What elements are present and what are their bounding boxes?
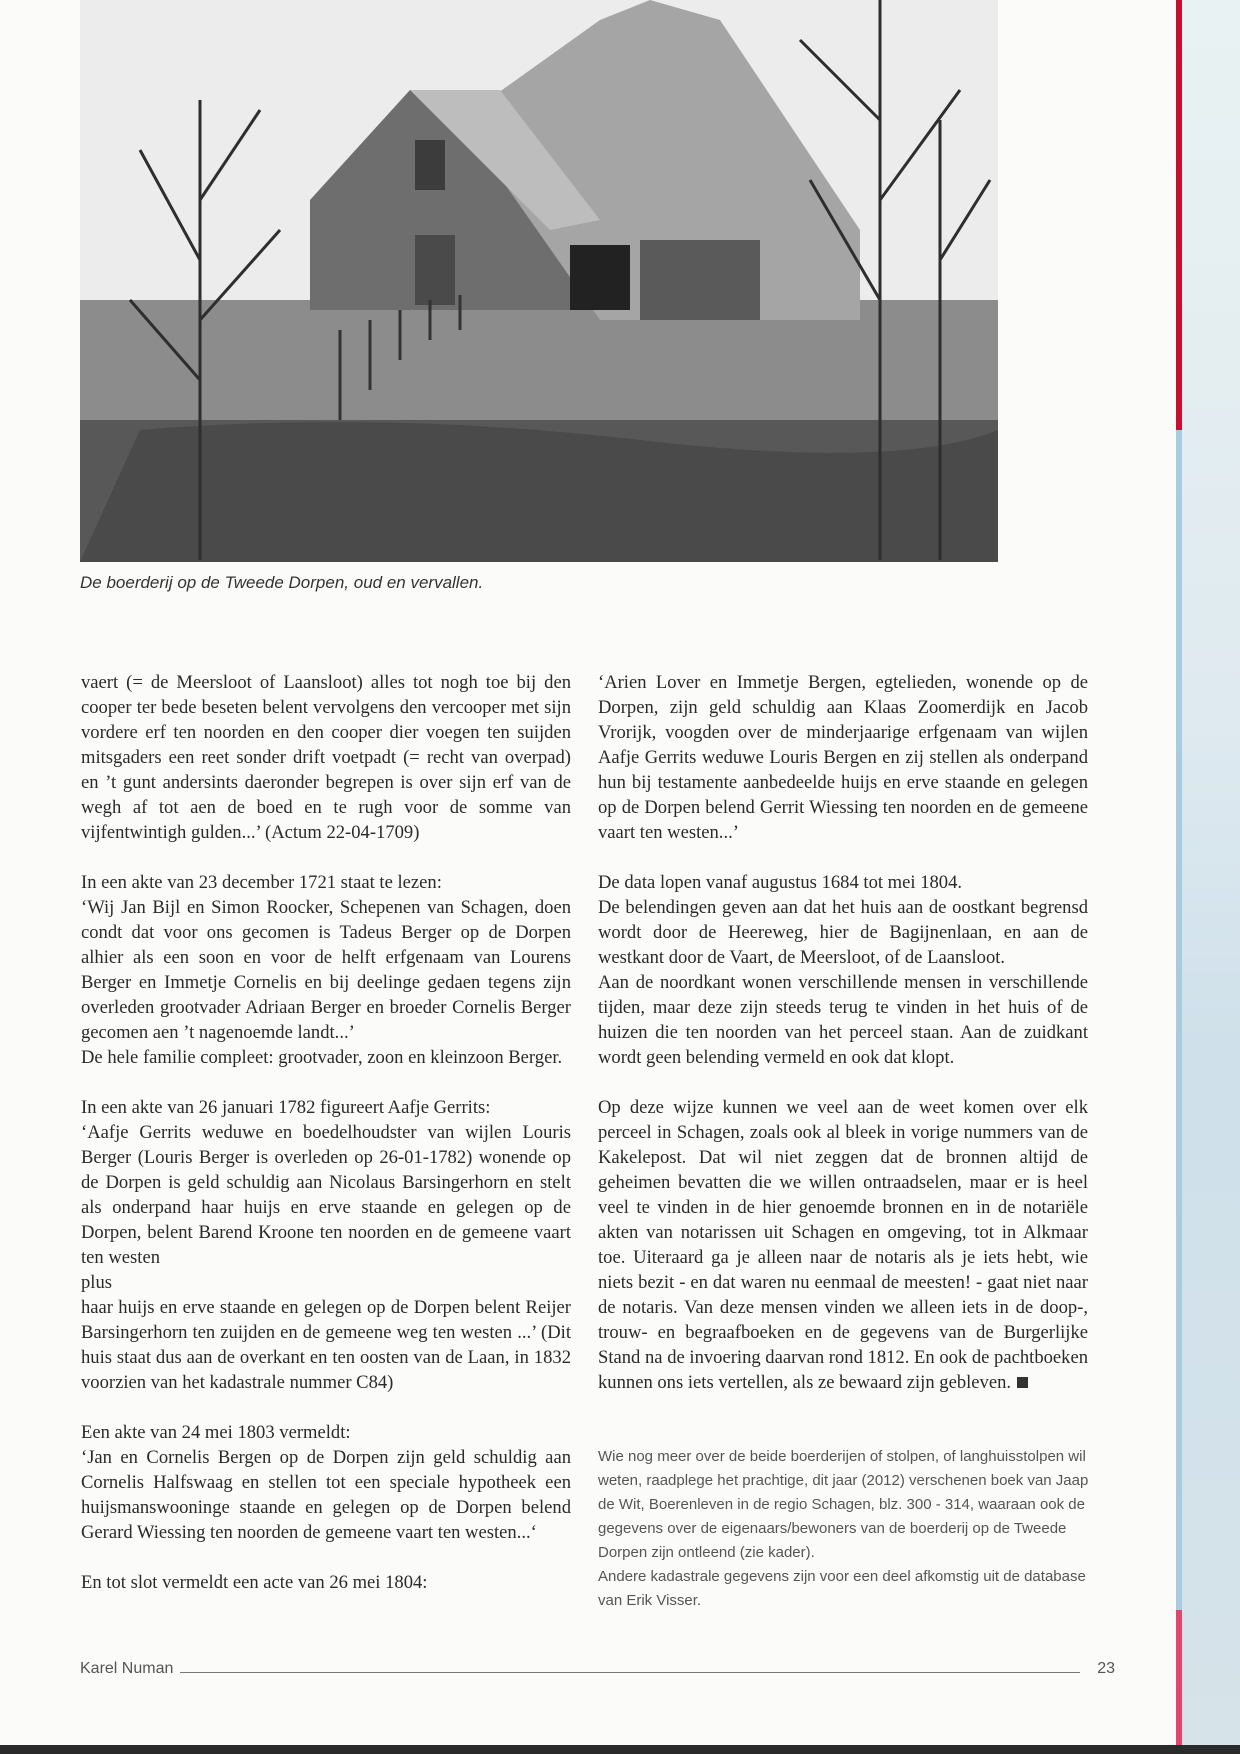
scan-bottom-edge (0, 1745, 1240, 1754)
paragraph: In een akte van 23 december 1721 staat te lezen: ‘Wij Jan Bijl en Simon Roocker, Schepenen van Schagen, doen condt dat voor ons gecomen is Tadeus Berger op de Dorpen alhier als een soon en voor de helft erfgenaam van Lourens Berger en Immetje Cornelis en bij deelinge gedaen tegens zijn overleden grootvader Adriaan Berger en broeder Cornelis Berger gecomen aen ’t nagenoemde landt...’ De hele familie compleet: grootvader, zoon en kleinzoon Berger. (81, 872, 571, 1068)
page-edge-strip (1182, 0, 1240, 1754)
left-text-column (81, 670, 571, 1620)
paragraph: En tot slot vermeldt een acte van 26 mei 1804: (81, 1572, 428, 1593)
page-edge-blue (1176, 430, 1182, 1610)
footer-author: Karel Numan (80, 1660, 174, 1677)
source-note (598, 1445, 1098, 1613)
end-of-article-icon (1017, 1377, 1028, 1388)
note-text: Wie nog meer over de beide boerderijen of stolpen, of langhuisstolpen wil weten, raadplege het prachtige, dit jaar (2012) verschenen boek van Jaap de Wit, Boerenleven in de regio Schagen, blz. 300 - 314, waaraan ook de gegevens over de eigenaars/bewoners van de boerderij op de Tweede Dorpen zijn ontleend (zie kader). Andere kadastrale gegevens zijn voor een deel afkomstig uit de database van Erik Visser. (598, 1448, 1089, 1609)
page-edge-red (1176, 0, 1182, 430)
paragraph (598, 1095, 1088, 1395)
paragraph: ‘Arien Lover en Immetje Bergen, egtelieden, wonende op de Dorpen, zijn geld schuldig aan Klaas Zoomerdijk en Jacob Vrorijk, voogden over de minderjaarige erfgenaam van wijlen Aafje Gerrits weduwe Louris Bergen en zij stellen als onderpand hun bij testamente aanbedeelde huijs en erve staande en gelegen op de Dorpen belend Gerrit Wiessing ten noorden en de gemeene vaart ten westen...’ (598, 672, 1088, 843)
paragraph: vaert (= de Meersloot of Laansloot) alles tot nogh toe bij den cooper ter bede beseten belent vervolgens den vercooper met sijn vordere erf ten noorden en den cooper dier voegen ten suijden mitsgaders een reet sonder drift voetpadt (= recht van overpad) en ’t gunt andersints daeronder begrepen is over sijn erf van de wegh af tot aen de boed en te rugh voor de somme van vijfentwintigh gulden...’ (Actum 22-04-1709) (81, 672, 571, 843)
paragraph: De data lopen vanaf augustus 1684 tot mei 1804. De belendingen geven aan dat het huis aan de oostkant begrensd wordt door de Heereweg, hier de Bagijnenlaan, en aan de westkant door de Vaart, de Meersloot, of de Laansloot. Aan de noordkant wonen verschillende mensen in verschillende tijden, maar deze zijn steeds terug te vinden in het huis of de huizen die ten noorden van het perceel staan. Aan de zuidkant wordt geen belending vermeld en ook dat klopt. (598, 872, 1088, 1068)
farmhouse-photo-illustration (80, 0, 998, 562)
photo-caption: De boerderij op de Tweede Dorpen, oud en vervallen. (80, 573, 484, 592)
paragraph: Een akte van 24 mei 1803 vermeldt: ‘Jan en Cornelis Bergen op de Dorpen zijn geld schuldig aan Cornelis Halfswaag en stellen tot een speciale hypotheek een huijsmanswooninge staande en gelegen op de Dorpen belend Gerard Wiessing ten noorden de gemeene vaart ten westen...‘ (81, 1422, 571, 1543)
right-text-column (598, 670, 1088, 1420)
paragraph-text: Op deze wijze kunnen we veel aan de weet komen over elk perceel in Schagen, zoals ook al bleek in vorige nummers van de Kakelepost. Dat wil niet zeggen dat de bronnen altijd de geheimen bevatten die we willen ontraadselen, maar er is heel veel te vinden in de hier genoemde bronnen en in de notariële akten van notarissen uit Schagen en omgeving, tot in Alkmaar toe. Uiteraard ga je alleen naar de notaris als je iets hebt, wie niets bezit - en dat waren nu eenmaal de meesten! - gaat niet naar de notaris. Van deze mensen vinden we alleen iets in de doop-, trouw- en begraafboeken en de gegevens van de Burgerlijke Stand na de invoering daarvan rond 1812. En ook de pachtboeken kunnen ons iets vertellen, als ze bewaard zijn gebleven. (598, 1097, 1089, 1393)
page-edge-pink (1176, 1610, 1182, 1754)
page-footer (80, 1660, 1115, 1684)
farmhouse-photo (80, 0, 998, 562)
footer-rule (180, 1672, 1080, 1673)
paragraph: In een akte van 26 januari 1782 figureert Aafje Gerrits: ‘Aafje Gerrits weduwe en boedelhoudster van wijlen Louris Berger (Louris Berger is overleden op 26-01-1782) wonende op de Dorpen is geld schuldig aan Nicolaus Barsingerhorn en stelt als onderpand haar huijs en erve staande en gelegen op de Dorpen, belent Barend Kroone ten noorden en de gemeene vaart ten westen plus haar huijs en erve staande en gelegen op de Dorpen belent Reijer Barsingerhorn ten zuijden en de gemeene weg ten westen ...’ (Dit huis staat dus aan de overkant en ten oosten van de Laan, in 1832 voorzien van het kadastrale nummer C84) (81, 1097, 571, 1393)
page-number: 23 (1097, 1660, 1115, 1677)
